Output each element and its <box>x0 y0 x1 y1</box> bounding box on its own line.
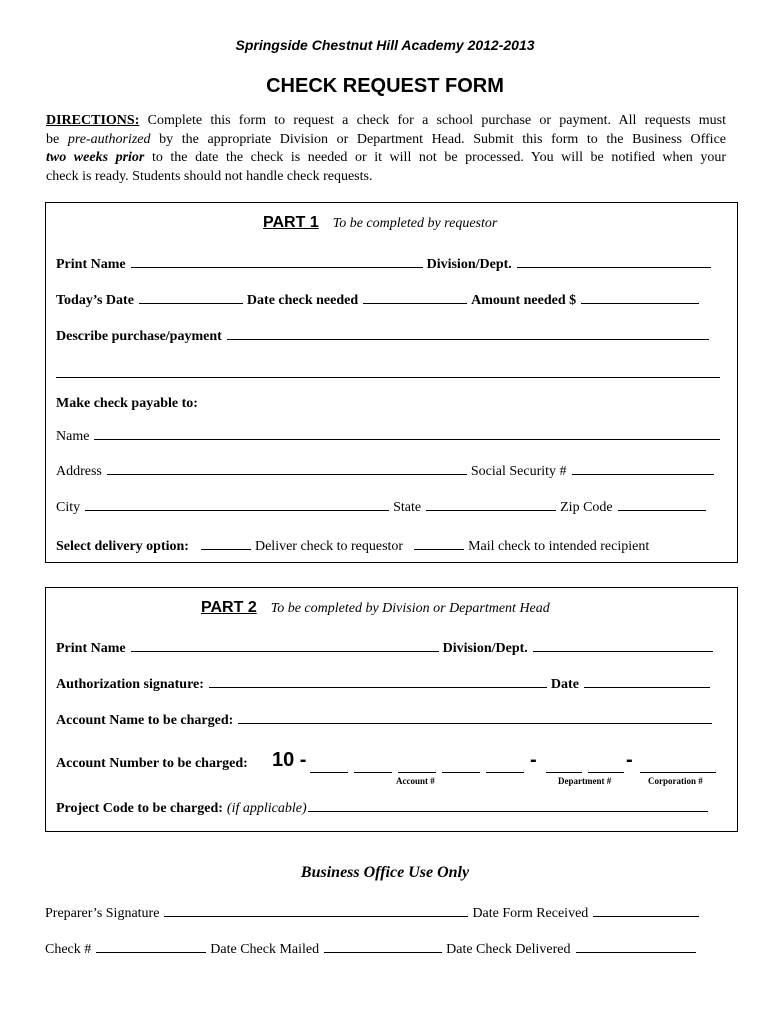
auth-signature-label: Authorization signature: <box>56 677 204 692</box>
school-year-header: Springside Chestnut Hill Academy 2012-2013 <box>235 37 535 53</box>
division-label: Division/Dept. <box>426 257 512 272</box>
deliver-requestor-label: Deliver check to requestor <box>254 539 404 554</box>
part2-row-name <box>56 640 726 657</box>
zip-field[interactable] <box>618 499 706 511</box>
preparer-signature-label: Preparer’s Signature <box>45 906 160 921</box>
department-number-digits <box>546 758 624 778</box>
account-hash-caption: Account # <box>396 776 435 786</box>
describe-field-line-2[interactable] <box>56 377 720 378</box>
part1-row-payable <box>56 396 198 412</box>
zip-label: Zip Code <box>560 500 613 515</box>
head-division-label: Division/Dept. <box>442 641 528 656</box>
directions-line-4: check is ready. Students should not handle check requests. <box>46 168 373 184</box>
delivery-option-label: Select delivery option: <box>56 539 189 554</box>
dept-digit-2[interactable] <box>588 758 624 773</box>
date-mailed-label: Date Check Mailed <box>210 942 320 957</box>
city-label: City <box>56 500 81 515</box>
project-code-field[interactable] <box>308 800 708 812</box>
date-form-received-field[interactable] <box>593 905 699 917</box>
part1-subtitle: To be completed by requestor <box>332 216 498 231</box>
directions-line-2c: by the appropriate Division or Department Head. Submit this form to the Business Office <box>150 131 726 147</box>
auth-signature-field[interactable] <box>209 676 547 688</box>
print-name-field[interactable] <box>131 256 423 268</box>
part2-title: PART 2 <box>201 599 257 616</box>
account-digit-2[interactable] <box>354 758 392 773</box>
corporation-number-digits <box>640 758 716 778</box>
part1-row-payee-name <box>56 428 726 445</box>
account-number-label: Account Number to be charged: <box>56 756 248 771</box>
date-needed-label: Date check needed <box>246 293 359 308</box>
describe-label: Describe purchase/payment <box>56 329 222 344</box>
address-field[interactable] <box>107 463 467 475</box>
part1-row-dates <box>56 292 726 309</box>
account-digit-3[interactable] <box>398 758 436 773</box>
date-form-received-label: Date Form Received <box>472 906 589 921</box>
amount-needed-label: Amount needed $ <box>471 293 577 308</box>
payable-to-label: Make check payable to: <box>56 396 198 411</box>
address-label: Address <box>56 464 102 479</box>
check-number-field[interactable] <box>96 941 206 953</box>
date-mailed-field[interactable] <box>324 941 442 953</box>
bo-row-preparer <box>45 905 725 922</box>
part1-heading <box>263 214 497 232</box>
describe-field[interactable] <box>227 328 709 340</box>
head-print-name-field[interactable] <box>131 640 439 652</box>
head-division-field[interactable] <box>533 640 713 652</box>
part2-subtitle: To be completed by Division or Department Head <box>270 601 550 616</box>
state-field[interactable] <box>426 499 556 511</box>
account-prefix: 10 - <box>272 749 307 771</box>
ssn-label: Social Security # <box>470 464 567 479</box>
print-name-label: Print Name <box>56 257 126 272</box>
account-digit-5[interactable] <box>486 758 524 773</box>
directions-line-3b: to the date the check is needed or it will not be processed. You will be notified when your <box>144 150 726 165</box>
ssn-field[interactable] <box>572 463 714 475</box>
business-office-title: Business Office Use Only <box>300 864 470 881</box>
account-number-digits <box>310 758 524 778</box>
part2-section <box>45 587 738 832</box>
date-delivered-label: Date Check Delivered <box>446 942 571 957</box>
directions-block <box>46 112 726 186</box>
account-name-label: Account Name to be charged: <box>56 713 234 728</box>
head-print-name-label: Print Name <box>56 641 126 656</box>
part2-row-project <box>56 800 731 817</box>
account-name-field[interactable] <box>238 712 712 724</box>
part1-row-describe <box>56 328 726 345</box>
payee-name-field[interactable] <box>94 428 720 440</box>
auth-date-label: Date <box>550 677 579 692</box>
part1-row-delivery <box>56 538 736 555</box>
form-title: CHECK REQUEST FORM <box>266 75 504 97</box>
amount-needed-field[interactable] <box>581 292 699 304</box>
check-number-label: Check # <box>45 942 92 957</box>
department-hash-caption: Department # <box>558 776 612 786</box>
part1-row-city <box>56 499 726 516</box>
payee-name-label: Name <box>56 429 90 444</box>
date-delivered-field[interactable] <box>576 941 696 953</box>
division-field[interactable] <box>517 256 711 268</box>
account-dash-1: - <box>530 749 537 771</box>
project-code-label: Project Code to be charged: <box>56 801 223 816</box>
part2-row-auth <box>56 676 726 693</box>
directions-line-1: Complete this form to request a check for a school purchase or payment. All requests must <box>147 113 727 128</box>
account-digit-1[interactable] <box>310 758 348 773</box>
todays-date-label: Today’s Date <box>56 293 134 308</box>
corporation-hash-caption: Corporation # <box>648 776 703 786</box>
city-field[interactable] <box>85 499 389 511</box>
state-label: State <box>393 500 422 515</box>
if-applicable-text: (if applicable) <box>226 801 307 816</box>
account-digit-4[interactable] <box>442 758 480 773</box>
corp-digits[interactable] <box>640 758 716 773</box>
two-weeks-prior-text: two weeks prior <box>46 150 145 165</box>
pre-authorized-text: pre-authorized <box>67 131 151 147</box>
todays-date-field[interactable] <box>139 292 243 304</box>
directions-line-2a: be <box>46 131 68 147</box>
part2-heading <box>201 599 550 617</box>
part1-row-address <box>56 463 726 480</box>
part2-row-account-name <box>56 712 726 729</box>
dept-digit-1[interactable] <box>546 758 582 773</box>
deliver-requestor-checkbox[interactable] <box>201 538 251 550</box>
account-dash-2: - <box>626 749 633 771</box>
directions-label: DIRECTIONS: <box>46 113 140 128</box>
auth-date-field[interactable] <box>584 676 710 688</box>
mail-recipient-label: Mail check to intended recipient <box>468 539 650 554</box>
mail-recipient-checkbox[interactable] <box>414 538 464 550</box>
part1-title: PART 1 <box>263 214 319 231</box>
part1-row-name <box>56 256 726 273</box>
date-needed-field[interactable] <box>363 292 467 304</box>
bo-row-check <box>45 941 725 958</box>
preparer-signature-field[interactable] <box>164 905 468 917</box>
